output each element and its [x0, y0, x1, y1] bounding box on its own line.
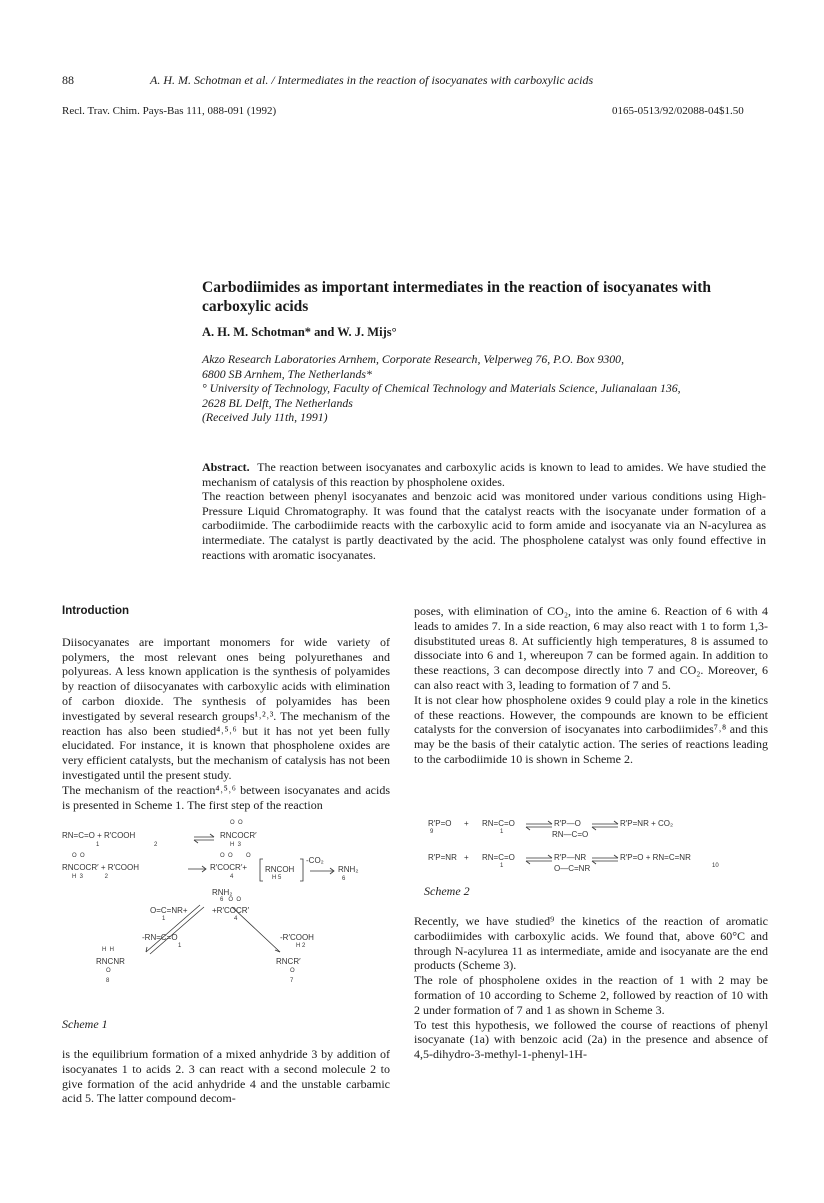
scheme2-carbodiimide: R′P=O + RN=C=NR — [620, 853, 691, 862]
compound-number: 8 — [106, 978, 110, 984]
paragraph: The role of phospholene oxides in the reaction of 1 with 2 may be formation of 10 according to Scheme 2, followed by reaction of 10 with 2 under formation of 7 and 1 as shown in Scheme 3. — [414, 973, 768, 1017]
received-date: (Received July 11th, 1991) — [202, 410, 328, 424]
hydrogen-marks: H H — [102, 947, 114, 953]
section-heading: Introduction — [62, 605, 130, 617]
left-column-bottom — [62, 1047, 390, 1106]
scheme2-isocyanate: RN=C=O — [482, 819, 515, 828]
scheme1-urea: RNCNR — [96, 957, 125, 966]
paragraph: It is not clear how phospholene oxides 9 could play a role in the kinetics of these reactions. However, the compounds are known to be efficient catalysts for the conversion of isocyanates into carbodiimides⁷˒⁸ and this may be the basis of their catalytic action. The series of reactions leading to the carbodiimide 10 is shown in Scheme 2. — [414, 692, 768, 766]
affiliation — [202, 352, 762, 425]
scheme2-products: R′P=NR + CO₂ — [620, 819, 674, 828]
compound-number: 10 — [712, 863, 719, 869]
compound-number: 2 — [154, 842, 158, 848]
right-column-top — [414, 604, 768, 767]
paragraph: is the equilibrium formation of a mixed anhydride 3 by addition of isocyanates 1 to acids 2. 3 can react with a second molecule 2 to give formation of the acid anhydride 4 and the unstable carbamic acid 5. The latter compound decom- — [62, 1047, 390, 1106]
scheme1-minus-isocyanate: -RN=C=O — [142, 933, 178, 942]
compound-number: 1 — [96, 842, 100, 848]
paragraph: The mechanism of the reaction⁴˒⁵˒⁶ between isocyanates and acids is presented in Scheme 1. The first step of the reaction — [62, 782, 390, 812]
compound-number: 9 — [430, 829, 434, 835]
page-number: 88 — [62, 73, 74, 87]
scheme1-carbamic-acid: RNCOH — [265, 865, 295, 874]
scheme1-anhydride: +R′COCR′ — [212, 906, 250, 915]
scheme2-cycloadduct-2: R′P—NR — [554, 853, 587, 862]
scheme2-imine: R′P=NR — [428, 853, 457, 862]
scheme1-co2-loss: -CO₂ — [306, 856, 324, 865]
compound-number: O — [106, 968, 111, 974]
paragraph: poses, with elimination of CO₂, into the amine 6. Reaction of 6 with 4 leads to amides 7. In a side reaction, 6 may also react with 1 to form 1,3-disubstituted ureas 8. At sufficiently high temperatures, 8 is assumed to dissociate into 6 and 1, whereupon 7 can be formed again. In addition to these reactions, 3 can decompose directly into 7 and CO₂. Moreover, 6 can also react with 3, leading to formation of 7 and 5. — [414, 604, 768, 692]
scheme1-amide: RNCR′ — [276, 957, 301, 966]
article-code: 0165-0513/92/02088-04$1.50 — [612, 105, 744, 117]
scheme1-row2-left: RNCOCR′ + R′COOH — [62, 863, 140, 872]
compound-number: H 3 — [230, 842, 242, 848]
plus-sign: + — [464, 853, 469, 862]
scheme1-mixed-anhydride: RNCOCR′ — [220, 831, 257, 840]
scheme-1-caption: Scheme 1 — [62, 1017, 108, 1031]
abstract-text-2: The reaction between phenyl isocyanates and benzoic acid was monitored under various conditions using High-Pressure Liquid Chromatography. It was found that the catalyst reacts with the isocyanate under formation of a carbodiimide. The carbodiimide reacts with the carboxylic acid to form amide and isocyanate via an N-acylurea as intermediate. The catalyst is partly deactivated by the acid. The phospholene catalyst was only found effective in reactions with aromatic isocyanates. — [202, 489, 766, 562]
abstract-text: The reaction between isocyanates and carboxylic acids is known to lead to amides. We have studied the mechanism of catalysis of this reaction by phospholene oxides. — [202, 460, 766, 489]
compound-number: H 3 2 — [72, 874, 109, 880]
oxygen-marks: O O — [72, 853, 85, 859]
scheme1-minus-acid: -R′COOH — [280, 933, 314, 942]
compound-number: 6 O O — [220, 897, 242, 903]
abstract-label: Abstract. — [202, 460, 250, 474]
compound-number: 4 — [234, 916, 238, 922]
plus-sign: + — [464, 819, 469, 828]
scheme2-cycloadduct-lower: RN—C=O — [552, 830, 589, 839]
compound-number: 1 — [162, 916, 166, 922]
affiliation-line: 6800 SB Arnhem, The Netherlands* — [202, 366, 372, 381]
scheme-1 — [62, 812, 390, 1008]
right-column-bottom — [414, 914, 768, 1062]
paragraph: Recently, we have studied⁹ the kinetics of the reaction of aromatic carbodiimides with carboxylic acids. We found that, above 60°C and through N-acylurea 11 as intermediate, amide and isocyanate are the end products (Scheme 3). — [414, 914, 768, 973]
scheme2-phospholene-oxide: R′P=O — [428, 819, 452, 828]
abstract — [202, 460, 766, 562]
oxygen-marks: O O — [230, 820, 243, 826]
scheme1-acid-anhydride: R′COCR′+ — [210, 863, 248, 872]
oxygen-marks: O O O — [220, 853, 251, 859]
running-title: A. H. M. Schotman et al. / Intermediates in the reaction of isocyanates with carboxylic acids — [150, 73, 594, 87]
journal-reference: Recl. Trav. Chim. Pays-Bas 111, 088-091 (1992) — [62, 105, 277, 117]
compound-number: 4 — [230, 874, 234, 880]
scheme-2 — [414, 817, 768, 885]
compound-number: H 2 — [296, 943, 306, 949]
left-column-top — [62, 604, 390, 812]
scheme1-reactants: RN=C=O + R′COOH — [62, 831, 136, 840]
scheme2-isocyanate: RN=C=O — [482, 853, 515, 862]
affiliation-line: 2628 BL Delft, The Netherlands — [202, 395, 353, 410]
compound-number: 1 — [500, 863, 504, 869]
affiliation-line: ° University of Technology, Faculty of Chemical Technology and Materials Science, Julianalaan 136, — [202, 381, 681, 395]
scheme2-cycloadduct: R′P—O — [554, 819, 581, 828]
authors: A. H. M. Schotman* and W. J. Mijs° — [202, 325, 397, 339]
paragraph: To test this hypothesis, we followed the course of reactions of phenyl isocyanate (1a) with benzoic acid (2a) in the presence and absence of 4,5-dihydro-3-methyl-1-phenyl-1H- — [414, 1017, 768, 1062]
scheme2-cycloadduct-2-lower: O—C=NR — [554, 864, 591, 873]
article-title: Carbodiimides as important intermediates in the reaction of isocyanates with carboxylic acids — [202, 279, 712, 315]
paragraph: Diisocyanates are important monomers for wide variety of polymers, the most relevant ones being polyurethanes and polyureas. A less known application is the synthesis of polyamides by reaction of diisocyanates with carboxylic acids with elimination of carbon dioxide. The synthesis of polyamides has been investigated by several research groups¹˒²˒³. The mechanism of the reaction has also been studied⁴˒⁵˒⁶ but it has not yet been fully elucidated. For instance, it is known that phospholene oxides are very efficient catalysts, but the mechanism of catalysis has not been investigated until the present study. — [62, 634, 390, 782]
compound-number: O — [290, 968, 295, 974]
scheme1-amine: RNH₂ — [338, 865, 359, 874]
compound-number: 1 — [178, 943, 182, 949]
scheme1-amine-top: RNH₂ — [212, 888, 233, 897]
compound-number: 7 — [290, 978, 294, 984]
affiliation-line: Akzo Research Laboratories Arnhem, Corporate Research, Velperweg 76, P.O. Box 9300, — [202, 352, 625, 366]
compound-number: 1 — [500, 829, 504, 835]
scheme-2-caption: Scheme 2 — [424, 884, 470, 898]
compound-number: H 5 — [272, 875, 282, 881]
scheme1-isocyanate: O=C=NR+ — [150, 906, 188, 915]
compound-number: 6 — [342, 876, 346, 882]
